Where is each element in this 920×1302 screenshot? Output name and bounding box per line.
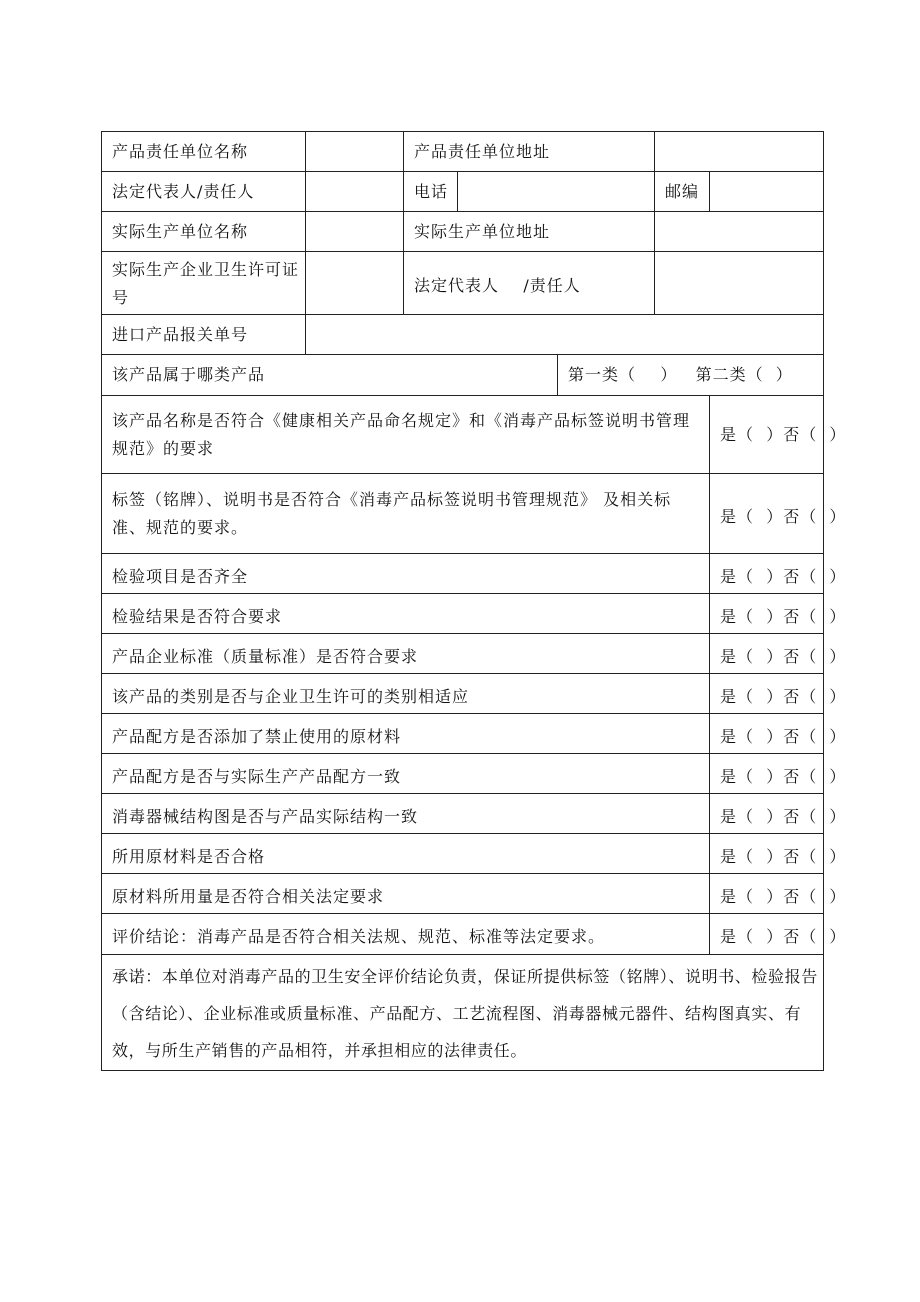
evaluation-form-table	[101, 131, 847, 1071]
row-product-category	[102, 355, 824, 396]
check-row	[102, 874, 824, 914]
check-item-text: 标签（铭牌）、说明书是否符合《消毒产品标签说明书管理规范》 及相关标准、规范的要求。	[102, 474, 710, 554]
check-row-conclusion	[102, 914, 824, 955]
row-import-customs	[102, 315, 824, 355]
check-row	[102, 754, 824, 794]
label-legal-representative: 法定代表人/责任人	[102, 172, 306, 212]
label-phone: 电话	[404, 172, 458, 212]
check-row	[102, 634, 824, 674]
label-responsible-unit-address: 产品责任单位地址	[404, 132, 655, 172]
field-producer-legal-rep[interactable]	[655, 252, 824, 315]
field-postcode[interactable]	[710, 172, 824, 212]
yes-no-choice[interactable]: 是（ ）否（ ）	[710, 594, 824, 634]
field-responsible-unit-address[interactable]	[655, 132, 824, 172]
row-hygiene-license	[102, 252, 824, 315]
row-actual-producer	[102, 212, 824, 252]
yes-no-choice[interactable]: 是（ ）否（ ）	[710, 674, 824, 714]
check-item-text: 消毒器械结构图是否与产品实际结构一致	[102, 794, 710, 834]
evaluation-conclusion-text: 评价结论：消毒产品是否符合相关法规、规范、标准等法定要求。	[102, 914, 710, 955]
label-product-category: 该产品属于哪类产品	[102, 355, 558, 396]
label-actual-producer-name: 实际生产单位名称	[102, 212, 306, 252]
check-item-text: 检验项目是否齐全	[102, 554, 710, 594]
yes-no-choice[interactable]: 是（ ）否（ ）	[710, 874, 824, 914]
label-producer-legal-rep: 法定代表人 /责任人	[404, 252, 655, 315]
check-row	[102, 594, 824, 634]
yes-no-choice[interactable]: 是（ ）否（ ）	[710, 554, 824, 594]
row-responsible-unit	[102, 132, 824, 172]
yes-no-choice[interactable]: 是（ ）否（ ）	[710, 914, 824, 955]
label-actual-producer-address: 实际生产单位地址	[404, 212, 655, 252]
commitment-statement: 承诺：本单位对消毒产品的卫生安全评价结论负责，保证所提供标签（铭牌）、说明书、检验报告（含结论）、企业标准或质量标准、产品配方、工艺流程图、消毒器械元器件、结构图真实、有效，与所生产销售的产品相符，并承担相应的法律责任。	[102, 955, 824, 1071]
check-item-text: 检验结果是否符合要求	[102, 594, 710, 634]
field-actual-producer-address[interactable]	[655, 212, 824, 252]
row-commitment	[102, 955, 824, 1071]
field-hygiene-license-number[interactable]	[306, 252, 404, 315]
check-row	[102, 794, 824, 834]
category-two-option[interactable]: 第二类（ ）	[695, 365, 793, 384]
yes-no-choice[interactable]: 是（ ）否（ ）	[710, 474, 824, 554]
category-options[interactable]	[558, 355, 824, 396]
yes-no-choice[interactable]: 是（ ）否（ ）	[710, 794, 824, 834]
field-phone[interactable]	[458, 172, 655, 212]
check-item-text: 所用原材料是否合格	[102, 834, 710, 874]
label-responsible-unit-name: 产品责任单位名称	[102, 132, 306, 172]
check-item-text: 产品配方是否与实际生产产品配方一致	[102, 754, 710, 794]
yes-no-choice[interactable]: 是（ ）否（ ）	[710, 754, 824, 794]
field-import-customs-number[interactable]	[306, 315, 824, 355]
check-item-text: 该产品名称是否符合《健康相关产品命名规定》和《消毒产品标签说明书管理规范》的要求	[102, 396, 710, 474]
check-row	[102, 554, 824, 594]
check-item-text: 原材料所用量是否符合相关法定要求	[102, 874, 710, 914]
check-row	[102, 396, 824, 474]
check-item-text: 产品企业标准（质量标准）是否符合要求	[102, 634, 710, 674]
category-one-option[interactable]: 第一类（ ）	[568, 365, 678, 384]
check-row	[102, 674, 824, 714]
field-legal-representative[interactable]	[306, 172, 404, 212]
check-row	[102, 834, 824, 874]
check-item-text: 该产品的类别是否与企业卫生许可的类别相适应	[102, 674, 710, 714]
label-import-customs-number: 进口产品报关单号	[102, 315, 306, 355]
row-legal-rep	[102, 172, 824, 212]
yes-no-choice[interactable]: 是（ ）否（ ）	[710, 396, 824, 474]
yes-no-choice[interactable]: 是（ ）否（ ）	[710, 634, 824, 674]
yes-no-choice[interactable]: 是（ ）否（ ）	[710, 834, 824, 874]
check-row	[102, 474, 824, 554]
field-actual-producer-name[interactable]	[306, 212, 404, 252]
check-row	[102, 714, 824, 754]
label-hygiene-license-number: 实际生产企业卫生许可证号	[102, 252, 306, 315]
label-postcode: 邮编	[655, 172, 710, 212]
check-item-text: 产品配方是否添加了禁止使用的原材料	[102, 714, 710, 754]
yes-no-choice[interactable]: 是（ ）否（ ）	[710, 714, 824, 754]
field-responsible-unit-name[interactable]	[306, 132, 404, 172]
